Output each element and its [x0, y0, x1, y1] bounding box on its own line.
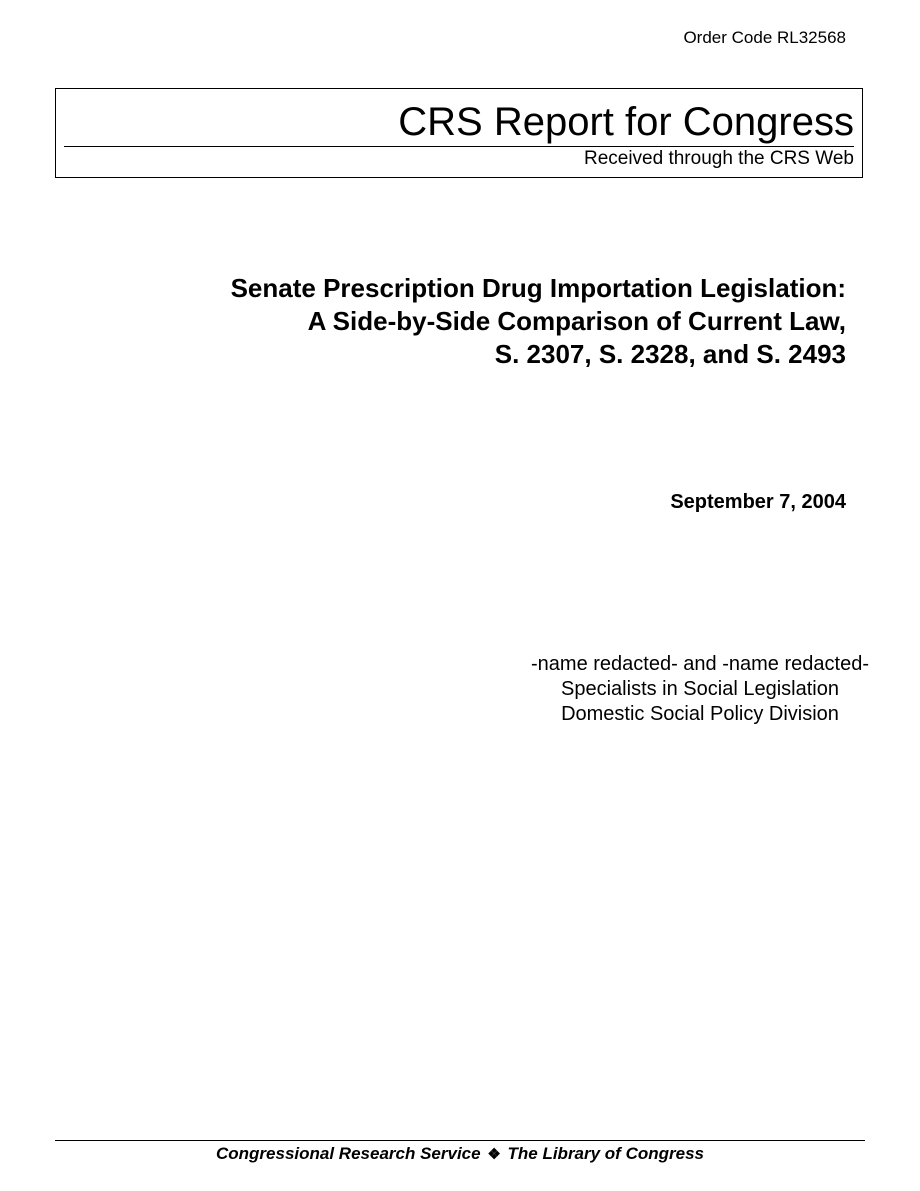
report-title-line: Senate Prescription Drug Importation Legislation: — [230, 273, 846, 303]
header-title: CRS Report for Congress — [398, 100, 854, 144]
report-title-line: S. 2307, S. 2328, and S. 2493 — [494, 339, 846, 369]
author-names: -name redacted- and -name redacted- — [531, 653, 869, 675]
author-division: Domestic Social Policy Division — [561, 703, 839, 725]
footer-library: The Library of Congress — [507, 1144, 704, 1163]
header-subtitle: Received through the CRS Web — [583, 148, 854, 169]
order-code: Order Code RL32568 — [683, 28, 846, 47]
footer — [55, 1143, 865, 1166]
author-role: Specialists in Social Legislation — [561, 678, 839, 700]
report-date: September 7, 2004 — [670, 491, 846, 513]
diamond-separator-icon: ❖ — [487, 1146, 501, 1163]
report-title-line: A Side-by-Side Comparison of Current Law, — [307, 306, 846, 336]
report-title — [126, 272, 846, 371]
footer-crs: Congressional Research Service — [216, 1144, 481, 1163]
report-header-box — [55, 88, 863, 178]
header-divider — [64, 146, 854, 147]
author-block — [500, 652, 900, 727]
footer-divider — [55, 1140, 865, 1141]
